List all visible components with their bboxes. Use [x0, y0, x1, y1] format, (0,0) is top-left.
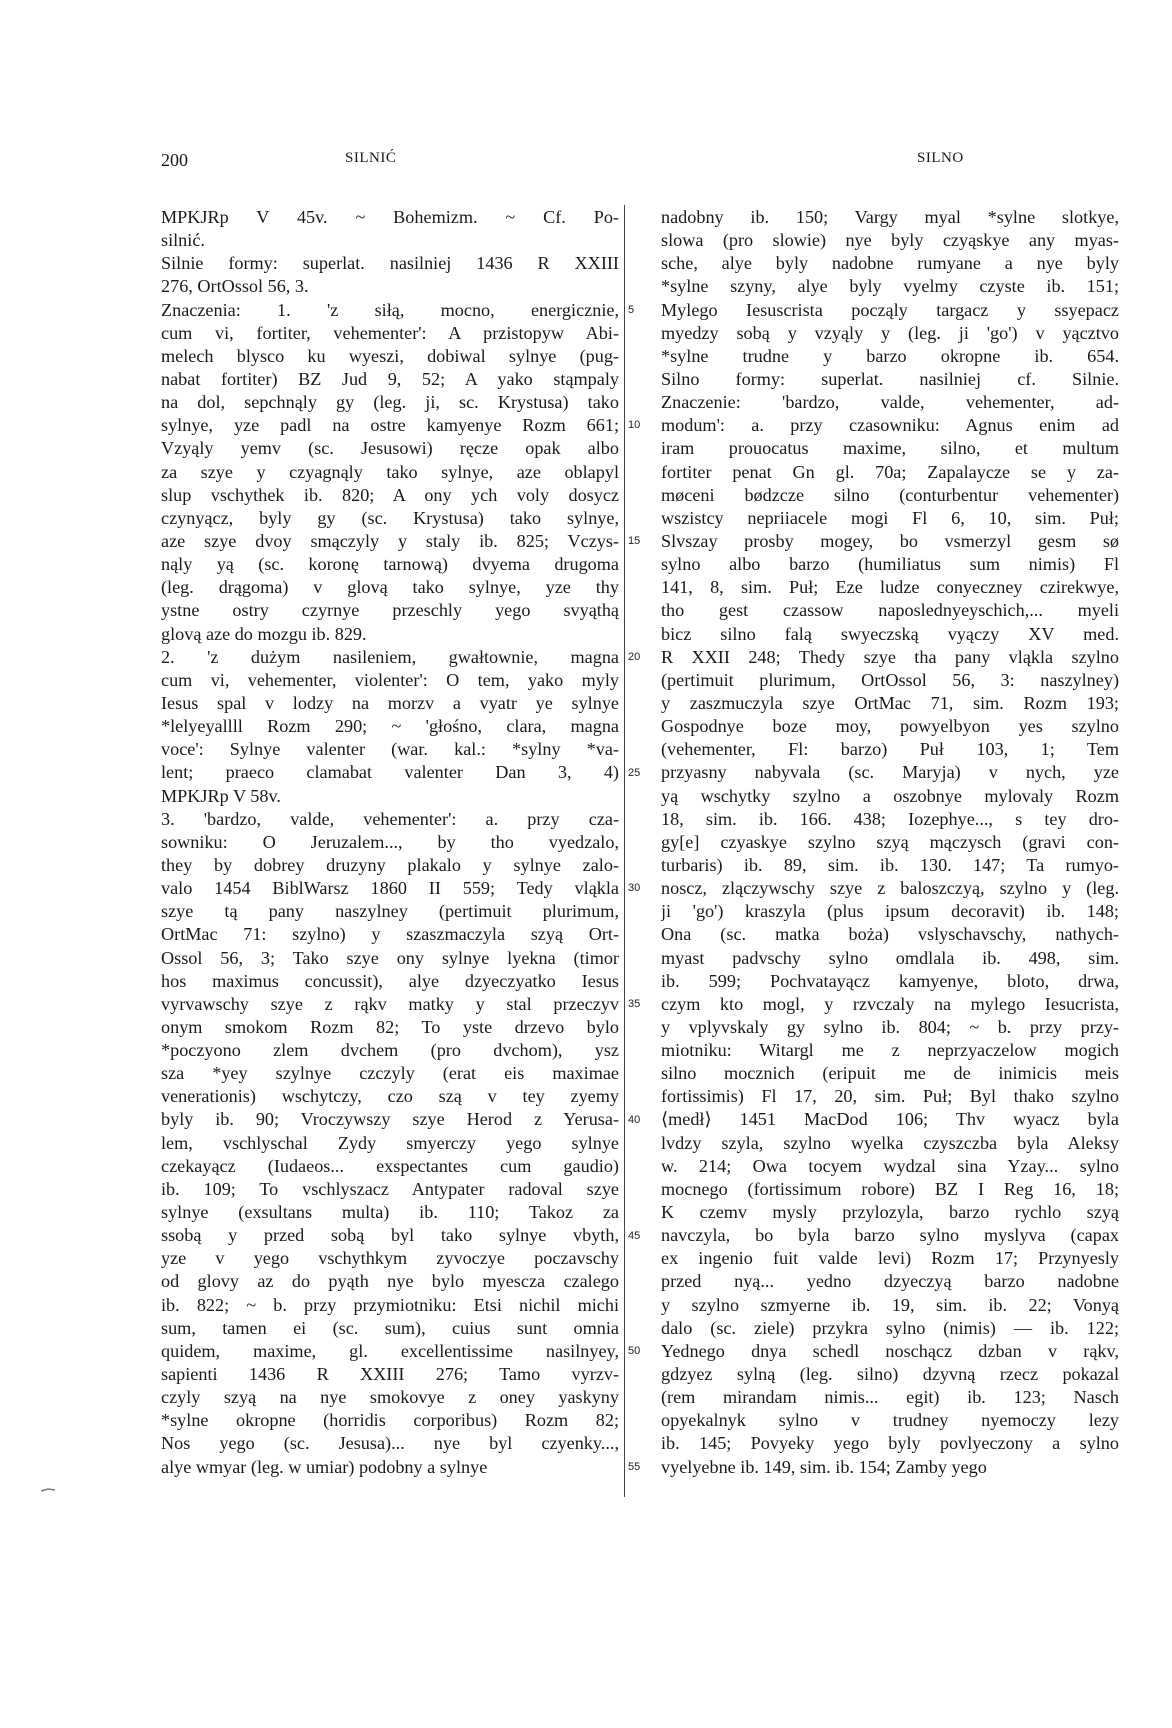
text-line: slup vschythek ib. 820; A ony ych voly dosycz: [161, 484, 619, 505]
text-line: czekayącz (Iudaeos... exspectantes cum gaudio): [161, 1155, 619, 1176]
text-line: miotniku: Witargl me z neprzyaczelow mogich: [661, 1040, 1119, 1061]
text-line: MPKJRp V 45v. ~ Bohemizm. ~ Cf. Po-: [161, 207, 619, 227]
text-line: od glovy az do pyąth nye bylo myescza czalego: [161, 1271, 619, 1292]
text-line: R XXII 248; Thedy szye tha pany vląkla szylno: [661, 646, 1119, 667]
text-line: modum': a. przy czasowniku: Agnus enim ad: [661, 415, 1119, 436]
right-column: [661, 206, 1119, 1479]
text-line: 18, sim. ib. 166. 438; Iozephye..., s tey dro-: [661, 808, 1119, 829]
text-line: opyekalnyk sylno v trudney nyemoczy lezy: [661, 1410, 1119, 1431]
text-line: glovą aze do mozgu ib. 829.: [161, 623, 367, 644]
text-line: alye wmyar (leg. w umiar) podobny a sylnye: [161, 1456, 488, 1477]
text-line: lvdzy szyla, szylno wyelka czyszczba byla Aleksy: [661, 1132, 1119, 1153]
text-line: czym kto mogl, y rzvczaly na mylego Iesucrista,: [661, 993, 1119, 1014]
text-line: myast padvschy sylno omdlala ib. 498, sim.: [661, 947, 1119, 968]
text-line: fortissimis) Fl 17, 20, sim. Puł; Byl thako szylno: [661, 1086, 1119, 1107]
text-line: ib. 145; Povyeky yego byly povlyeczony a sylno: [661, 1433, 1119, 1454]
text-line: vyelyebne ib. 149, sim. ib. 154; Zamby yego: [661, 1456, 987, 1477]
text-line: przyasny nabyvala (sc. Maryja) v nych, yze: [661, 762, 1119, 783]
text-line: myedzy sobą y vzyąly y (leg. ji 'go') v yącztvo: [661, 322, 1119, 343]
text-line: y szylno szmyerne ib. 19, sim. ib. 22; Vonyą: [661, 1294, 1119, 1315]
text-line: czyly szyą na nye smokovye z oney yaskyny: [161, 1387, 619, 1408]
text-line: (leg. drągoma) v glovą tako sylnye, yze thy: [161, 577, 619, 598]
text-line: Gospodnye boze moy, powyelbyon yes szylno: [661, 716, 1119, 737]
text-line: *poczyono zlem dvchem (pro dvchom), ysz: [161, 1040, 619, 1061]
text-line: aze szye dvoy smączyly y staly ib. 825; Vczys-: [161, 530, 619, 551]
text-line: cum vi, vehementer, violenter': O tem, yako myly: [161, 669, 619, 690]
text-line: byly ib. 90; Vroczywszy szye Herod z Yerusa-: [161, 1109, 619, 1130]
text-line: Slvszay prosby mogey, bo vsmerzyl gesm sø: [661, 530, 1119, 551]
print-speck: [40, 1488, 56, 1492]
text-line: yą wschytky szylno a oszobnye mylovaly Rozm: [661, 785, 1119, 806]
text-line: ji 'go') kraszyla (plus ipsum decoravit) ib. 148;: [661, 901, 1119, 922]
line-number: 5: [628, 303, 635, 316]
text-line: lem, vschlyschal Zydy smyerczy yego sylnye: [161, 1132, 619, 1153]
text-line: (vehementer, Fl: barzo) Puł 103, 1; Tem: [661, 739, 1119, 760]
text-line: silnić.: [161, 230, 205, 251]
text-line: y zaszmuczyla szye OrtMac 71, sim. Rozm 193;: [661, 692, 1119, 713]
text-line: bicz silno falą swyeczską vyączy XV med.: [661, 623, 1119, 644]
text-line: valo 1454 BiblWarsz 1860 II 559; Tedy vląkla: [161, 878, 619, 899]
text-line: they by dobrey druzyny plakalo y sylnye zalo-: [161, 854, 619, 875]
text-line: tho gest czassow naposlednyeyschich,... myeli: [661, 600, 1119, 621]
text-line: Iesus spal v lodzy na morzv a vyatr ye sylnye: [161, 692, 619, 713]
text-line: fortiter penat Gn gl. 70a; Zapalaycze se y za-: [661, 461, 1119, 482]
text-line: K czemv mysly przylozyla, barzo rychlo szyą: [661, 1202, 1119, 1223]
text-line: sza *yey szylnye czczyly (erat eis maximae: [161, 1063, 619, 1084]
text-line: sylno albo barzo (humiliatus sum nimis) Fl: [661, 554, 1119, 575]
text-line: venerationis) wschytczy, czo szą v tey zyemy: [161, 1086, 619, 1107]
text-line: slowa (pro slowie) nye byly czyąskye any myas-: [661, 230, 1119, 251]
page-number: 200: [161, 150, 188, 170]
text-line: sylnye (exsultans multa) ib. 110; Takoz za: [161, 1202, 619, 1223]
running-header: [0, 150, 1172, 174]
text-line: silno mocznich (eripuit me de inimicis meis: [661, 1063, 1119, 1084]
text-line: *lelyeyallll Rozm 290; ~ 'głośno, clara, magna: [161, 716, 619, 737]
text-line: cum vi, fortiter, vehementer': A przistopyw Abi-: [161, 322, 619, 343]
line-number: 30: [628, 882, 641, 895]
line-number: 15: [628, 535, 641, 548]
text-line: iram prouocatus maxime, silno, et multum: [661, 438, 1119, 459]
text-line: melech blysco ku wyeszi, dobiwal sylnye (pug-: [161, 345, 619, 366]
line-number: 50: [628, 1345, 641, 1358]
text-line: turbaris) ib. 89, sim. ib. 130. 147; Ta rumyo-: [661, 854, 1119, 875]
text-line: ib. 599; Pochvatayącz kamyenye, bloto, drwa,: [661, 970, 1119, 991]
text-line: møceni bødzcze silno (conturbentur vehementer): [661, 484, 1119, 505]
right-headword: SILNO: [917, 150, 964, 166]
text-line: ib. 109; To vschlyszacz Antypater radoval szye: [161, 1178, 619, 1199]
text-line: na dol, sepchnąly gy (leg. ji, sc. Krystusa) tako: [161, 392, 619, 413]
text-line: 276, OrtOssol 56, 3.: [161, 276, 309, 297]
text-line: za szye y czyagnąly tako sylnye, aze oblapyl: [161, 461, 619, 482]
text-line: (rem mirandam nimis... egit) ib. 123; Nasch: [661, 1387, 1119, 1408]
text-line: wszistcy nepriiacele mogi Fl 6, 10, sim. Puł;: [661, 507, 1119, 528]
text-line: sowniku: O Jeruzalem..., by tho vyedzalo,: [161, 831, 619, 852]
text-line: hos maximus concussit), alye dzyeczyatko Iesus: [161, 970, 619, 991]
text-line: navczyla, bo byla barzo sylno myslyva (capax: [661, 1225, 1119, 1246]
text-line: gy[e] czyaskye szylno szyą mączysch (gravi con-: [661, 831, 1119, 852]
text-line: Znaczenia: 1. 'z siłą, mocno, energicznie,: [161, 299, 619, 320]
text-line: Silno formy: superlat. nasilniej cf. Silnie.: [661, 368, 1119, 389]
text-line: quidem, maxime, gl. excellentissime nasilnyey,: [161, 1340, 619, 1361]
text-line: ex ingenio fuit valde levi) Rozm 17; Przynyesly: [661, 1248, 1119, 1269]
text-line: Vzyąly yemv (sc. Jesusowi) ręcze opak albo: [161, 438, 619, 459]
text-line: 141, 8, sim. Puł; Eze ludze conyeczney czirekwye,: [661, 577, 1119, 598]
left-column: [161, 206, 619, 1479]
text-line: sylnye, yze padl na ostre kamyenye Rozm 661;: [161, 415, 619, 436]
line-number: 45: [628, 1229, 641, 1242]
text-line: *sylne trudne y barzo okropne ib. 654.: [661, 345, 1119, 366]
text-line: Ona (sc. matka boża) vslyschavschy, nathych-: [661, 924, 1119, 945]
line-number: 40: [628, 1113, 641, 1126]
text-line: Mylego Iesuscrista począly targacz y ssyepacz: [661, 299, 1119, 320]
line-number: 35: [628, 998, 641, 1011]
text-line: szye tą pany naszylney (pertimuit plurimum,: [161, 901, 619, 922]
text-line: nabat fortiter) BZ Jud 9, 52; A yako stąmpaly: [161, 368, 619, 389]
text-line: w. 214; Owa tocyem wydzal sina Yzay... sylno: [661, 1155, 1119, 1176]
text-line: Silnie formy: superlat. nasilniej 1436 R XXIII: [161, 253, 619, 274]
text-line: y vplyvskaly gy sylno ib. 804; ~ b. przy przy-: [661, 1016, 1119, 1037]
text-line: noscz, zlączywschy szye z baloszczyą, szylno y (leg.: [661, 878, 1119, 899]
text-line: MPKJRp V 58v.: [161, 785, 281, 806]
text-line: OrtMac 71: szylno) y szaszmaczyla szyą Ort-: [161, 924, 619, 945]
text-line: ystne ostry czyrnye przeschly yego svyąthą: [161, 600, 619, 621]
text-line: nadobny ib. 150; Vargy myal *sylne slotkye,: [661, 207, 1119, 227]
text-line: Znaczenie: 'bardzo, valde, vehementer, ad-: [661, 392, 1119, 413]
text-line: lent; praeco clamabat valenter Dan 3, 4): [161, 762, 619, 783]
text-line: voce': Sylnye valenter (war. kal.: *sylny *va-: [161, 739, 619, 760]
text-line: sche, alye byly nadobne rumyane a nye byly: [661, 253, 1119, 274]
text-line: mocnego (fortissimum robore) BZ I Reg 16, 18;: [661, 1178, 1119, 1199]
text-line: sum, tamen ei (sc. sum), cuius sunt omnia: [161, 1317, 619, 1338]
text-line: ssobą y przed sobą byl tako sylnye vbyth,: [161, 1225, 619, 1246]
text-line: Yednego dnya schedl noschącz dzban v rąkv,: [661, 1340, 1119, 1361]
text-line: 3. 'bardzo, valde, vehementer': a. przy cza-: [161, 808, 619, 829]
line-number: 20: [628, 650, 641, 663]
text-line: Ossol 56, 3; Tako szye ony sylnye lyekna (timor: [161, 947, 619, 968]
text-line: ib. 822; ~ b. przy przymiotniku: Etsi nichil michi: [161, 1294, 619, 1315]
text-line: (pertimuit plurimum, OrtOssol 56, 3: naszylney): [661, 669, 1119, 690]
text-line: dalo (sc. ziele) przykra sylno (nimis) — ib. 122;: [661, 1317, 1119, 1338]
text-line: *sylne okropne (horridis corporibus) Rozm 82;: [161, 1410, 619, 1431]
left-headword: SILNIĆ: [345, 150, 397, 166]
line-number: 10: [628, 419, 641, 432]
column-rule: [624, 205, 625, 1497]
text-line: onym smokom Rozm 82; To yste drzevo bylo: [161, 1016, 619, 1037]
text-line: sapienti 1436 R XXIII 276; Tamo vyrzv-: [161, 1364, 619, 1385]
text-line: Nos yego (sc. Jesusa)... nye byl czyenky...,: [161, 1433, 619, 1454]
line-number: 25: [628, 766, 641, 779]
text-line: yze v yego vschythkym zyvoczye poczavschy: [161, 1248, 619, 1269]
text-line: 2. 'z dużym nasileniem, gwałtownie, magna: [161, 646, 619, 667]
text-line: *sylne szyny, alye byly vyelmy czyste ib. 151;: [661, 276, 1119, 297]
text-line: vyrvawschy szye z rąkv matky y stal przeczyv: [161, 993, 619, 1014]
text-line: przed nyą... yedno dzyeczyą barzo nadobne: [661, 1271, 1119, 1292]
text-line: nąly yą (sc. koronę tarnową) dvyema drugoma: [161, 554, 619, 575]
text-line: czynyącz, byly gy (sc. Krystusa) tako sylnye,: [161, 507, 619, 528]
text-line: gdzyez sylną (leg. silno) dzyvną rzecz pokazal: [661, 1364, 1119, 1385]
line-number: 55: [628, 1461, 641, 1474]
text-line: ⟨medł⟩ 1451 MacDod 106; Thv wyacz byla: [661, 1109, 1119, 1130]
